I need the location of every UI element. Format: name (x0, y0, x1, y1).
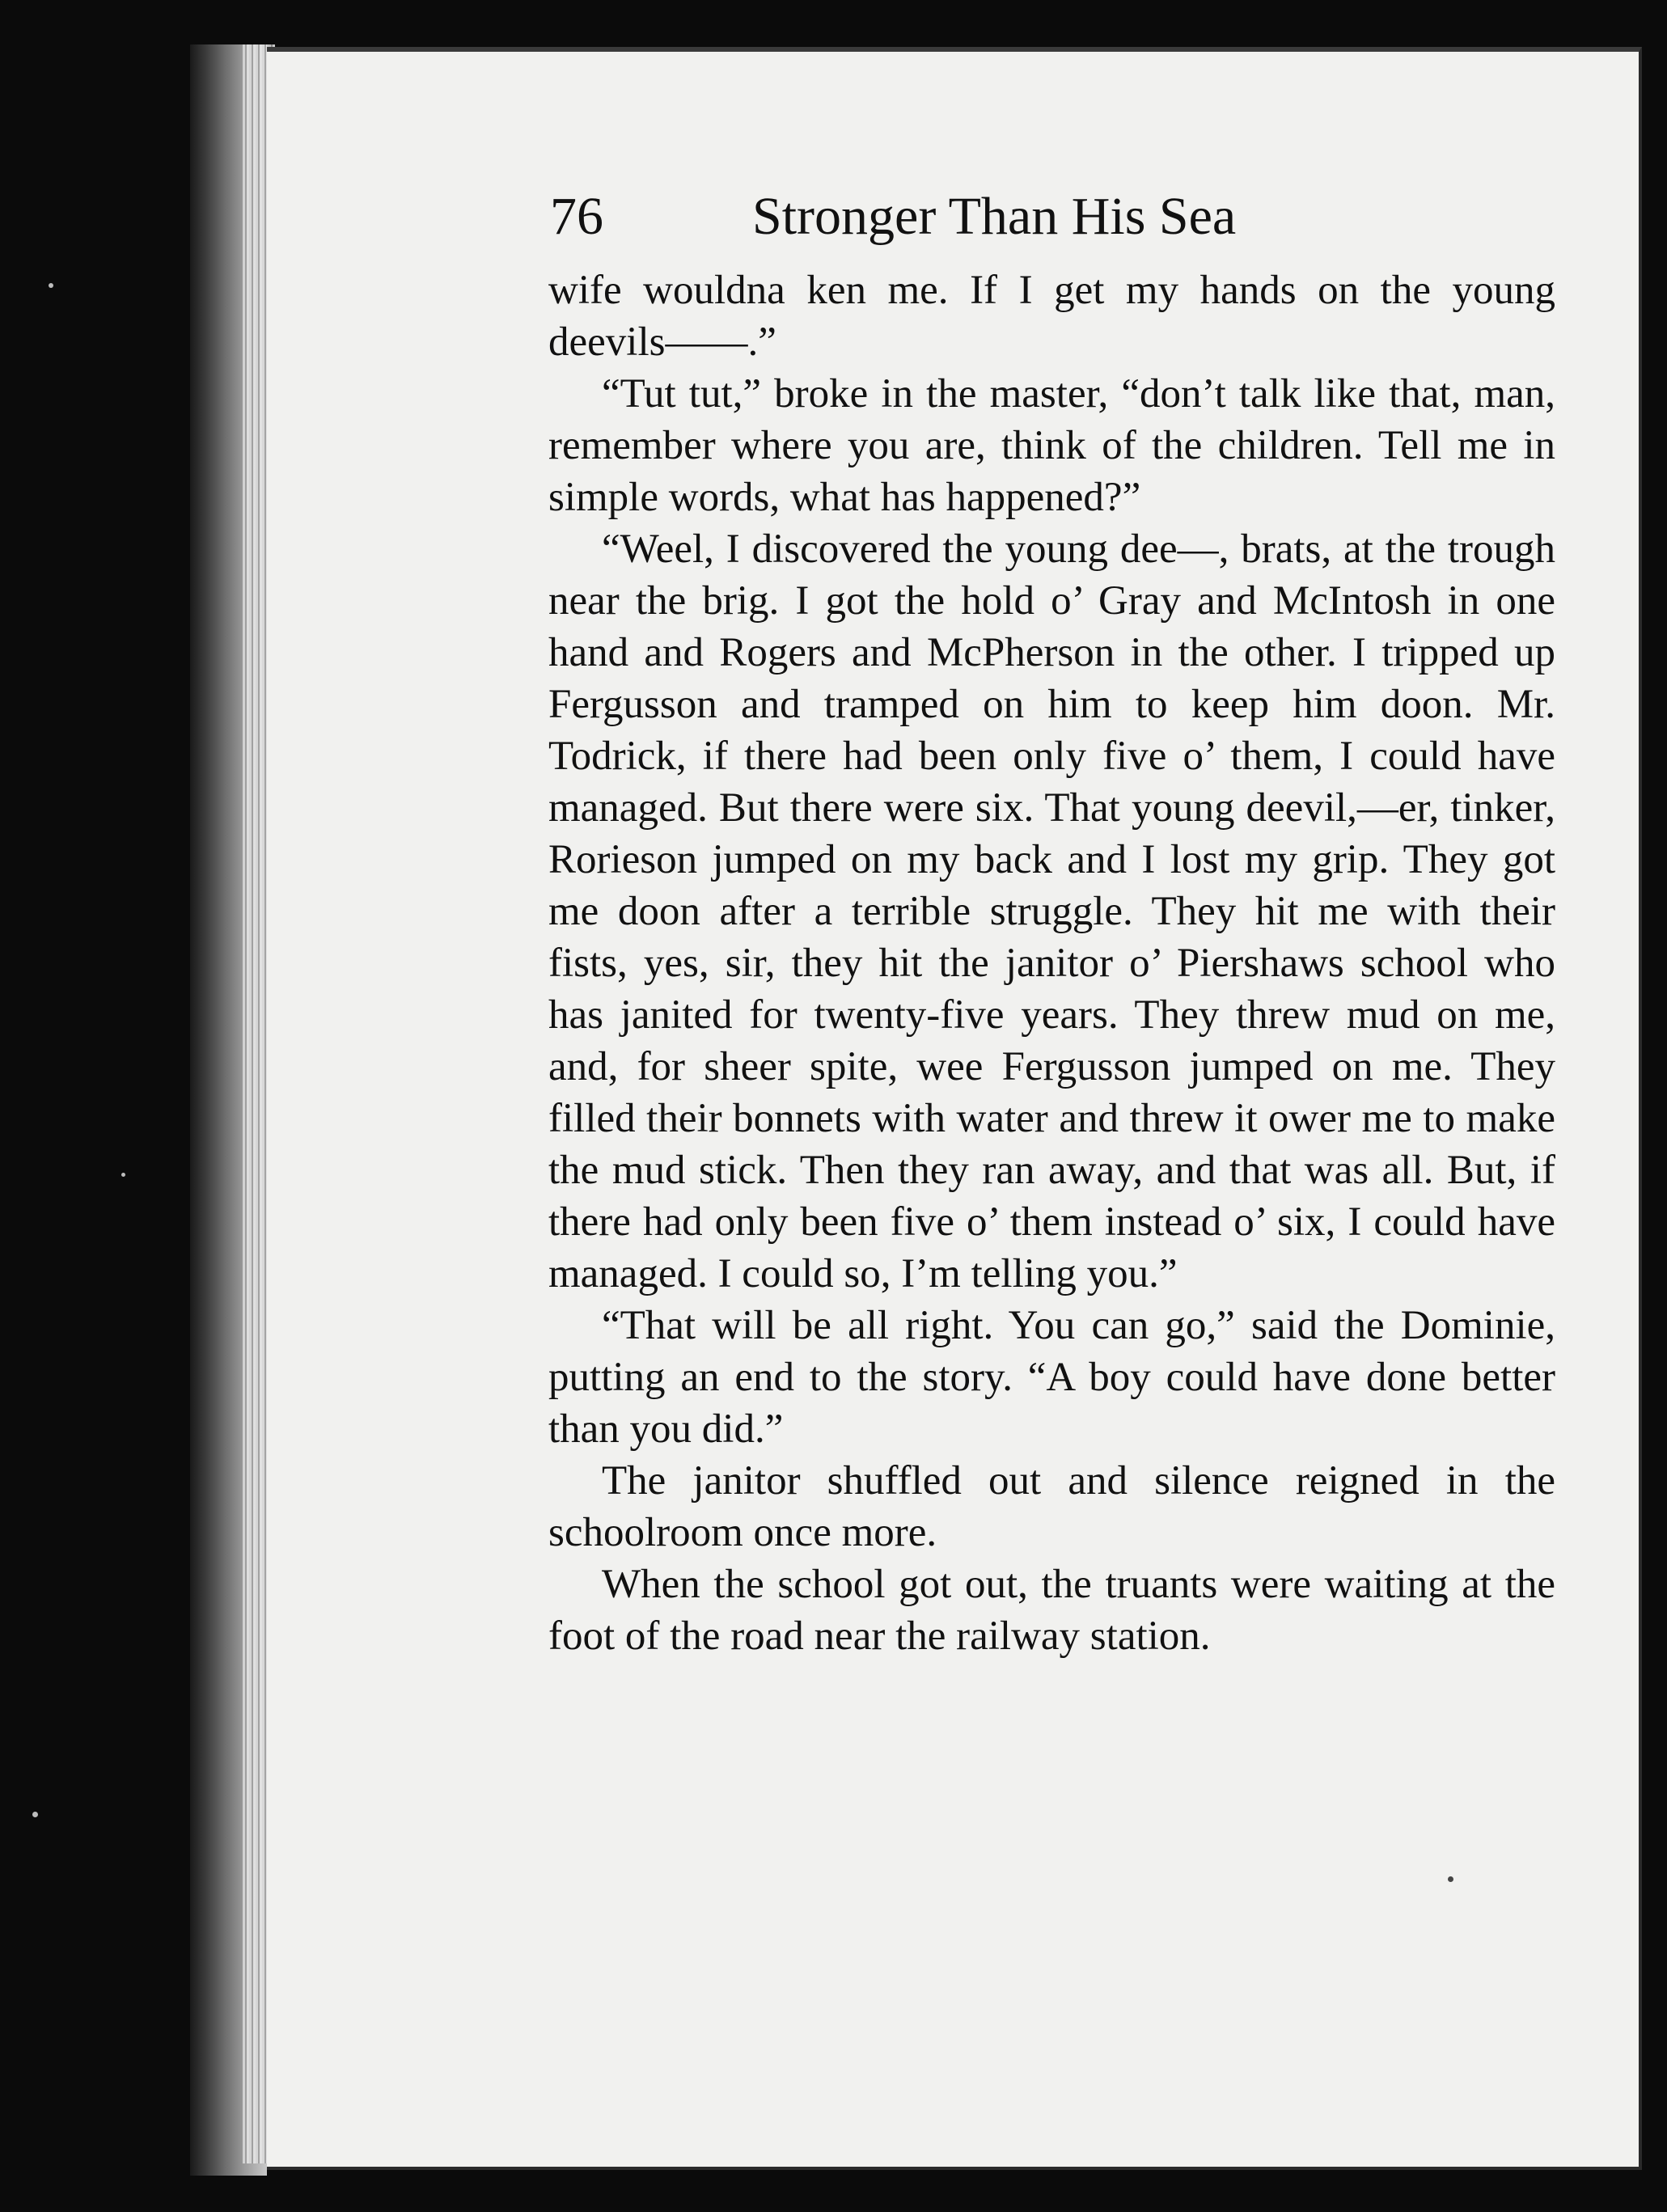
scan-speck (49, 283, 53, 288)
body-text (548, 264, 1555, 1662)
paragraph: “Tut tut,” broke in the master, “don’t talk like that, man, remember where you are, think of the children. Tell me in simple words, what has happened?” (548, 371, 1555, 520)
scan-speck (1448, 1876, 1453, 1882)
scan-speck (121, 1173, 125, 1177)
page-number: 76 (550, 187, 603, 246)
paragraph: “That will be all right. You can go,” said the Dominie, putting an end to the story. “A boy could have done better than you did.” (548, 1303, 1555, 1452)
running-head (550, 184, 1553, 249)
paragraph: wife wouldna ken me. If I get my hands on the young deevils——.” (548, 268, 1555, 365)
paragraph: “Weel, I discovered the young dee—, brats, at the trough near the brig. I got the hold o’ Gray and McIntosh in one hand and Rogers and McPherson in the other. I tripped up Fergusson and tramped on him to keep him doon. Mr. Todrick, if there had been only five o’ them, I could have managed. But there were six. That young deevil,—er, tinker, Rorieson jumped on my back and I lost my grip. They got me doon after a terrible struggle. They hit me with their fists, yes, sir, they hit the janitor o’ Piershaws school who has janited for twenty-five years. They threw mud on me, and, for sheer spite, wee Fergusson jumped on me. They filled their bonnets with water and threw it ower me to make the mud stick. Then they ran away, and that was all. But, if there had only been five o’ them instead o’ six, I could have managed. I could so, I’m telling you.” (548, 527, 1555, 1296)
scan-speck (32, 1812, 38, 1817)
running-title: Stronger Than His Sea (752, 187, 1237, 246)
paragraph: When the school got out, the truants were waiting at the foot of the road near the railway station. (548, 1562, 1555, 1659)
paragraph: The janitor shuffled out and silence reigned in the schoolroom once more. (548, 1458, 1555, 1555)
